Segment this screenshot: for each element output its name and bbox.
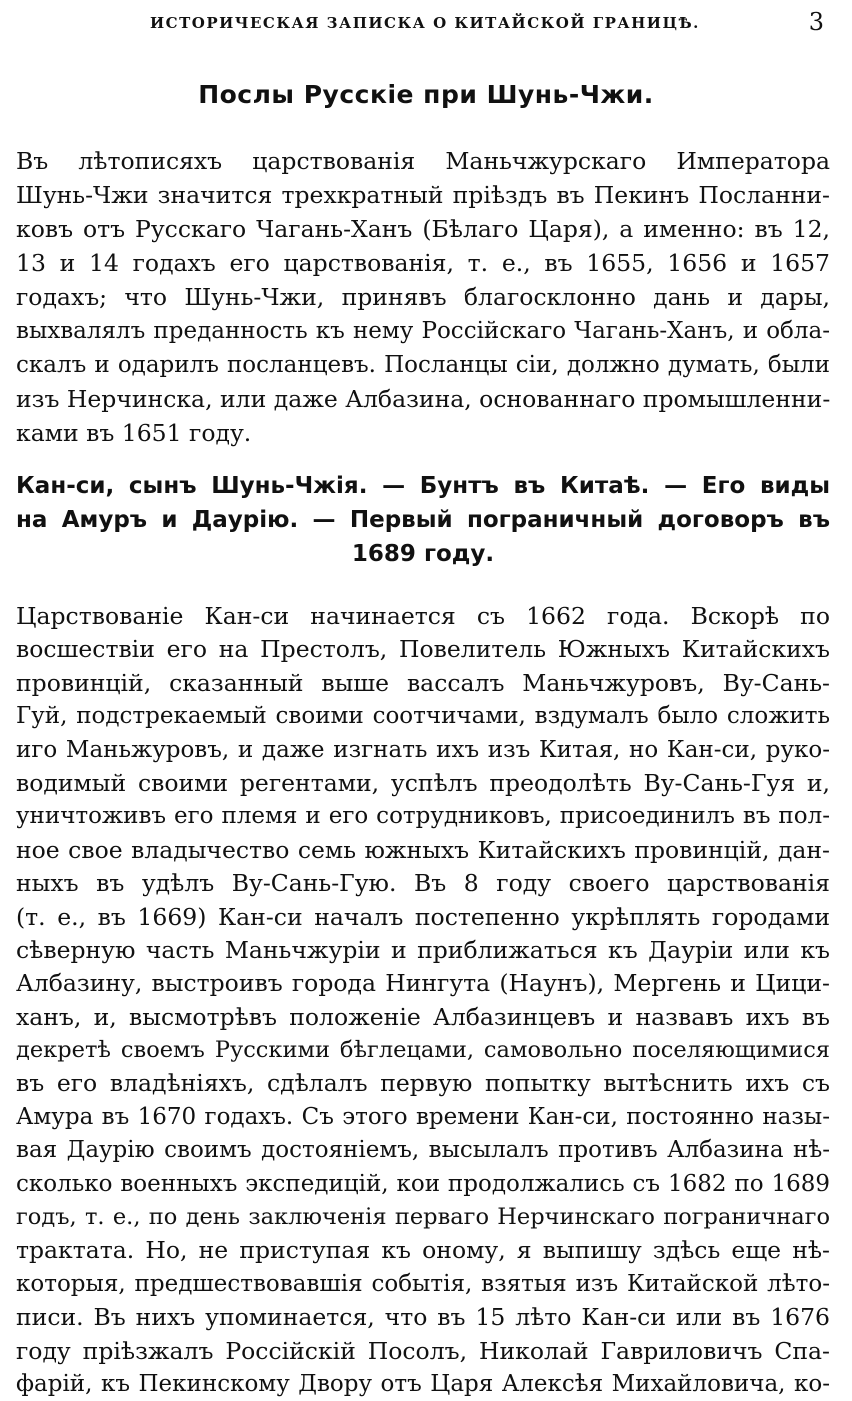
text-line: фарій, къ Пекинскому Двору отъ Царя Алексѣя Михайловича, ко- bbox=[16, 1370, 830, 1397]
text-line: году пріѣзжалъ Россійскій Посолъ, Николай Гавриловичъ Спа- bbox=[16, 1336, 830, 1365]
text-line: (т. е., въ 1669) Кан-си началъ постепенно укрѣплять городами bbox=[16, 902, 830, 931]
page-number: 3 bbox=[808, 8, 824, 36]
text-line: Царствованіе Кан-си начинается съ 1662 года. Вскорѣ по bbox=[16, 602, 830, 630]
text-line: которыя, предшествовавшія событія, взятыя изъ Китайской лѣто- bbox=[16, 1270, 830, 1297]
subheading-line: Кан-си, сынъ Шунь-Чжія. — Бунтъ въ Китаѣ. — Его виды bbox=[16, 473, 830, 499]
subheading bbox=[16, 469, 830, 571]
text-line: Гуй, подстрекаемый своими соотчичами, вздумалъ было сложить bbox=[16, 703, 830, 730]
text-line: 13 и 14 годахъ его царствованія, т. е., въ 1655, 1656 и 1657 bbox=[16, 249, 830, 277]
text-line: сѣверную часть Маньчжуріи и приближаться къ Дауріи или къ bbox=[16, 935, 830, 964]
text-line: восшествіи его на Престолъ, Повелитель Южныхъ Китайскихъ bbox=[16, 635, 830, 664]
text-line: Шунь-Чжи значится трехкратный пріѣздъ въ Пекинъ Посланни- bbox=[16, 181, 830, 209]
text-line: изъ Нерчинска, или даже Албазина, основаннаго промышленни- bbox=[16, 385, 831, 413]
text-line: иго Маньжуровъ, и даже изгнать ихъ изъ Китая, но Кан-си, руко- bbox=[16, 736, 830, 763]
text-line: выхвалялъ преданность къ нему Россійскаго Чагань-Ханъ, и обла- bbox=[16, 318, 830, 344]
running-header: ИСТОРИЧЕСКАЯ ЗАПИСКА О КИТАЙСКОЙ ГРАНИЦѢ. bbox=[150, 14, 700, 32]
text-line: годахъ; что Шунь-Чжи, принявъ благосклонно дань и дары, bbox=[16, 283, 830, 311]
text-line: ханъ, и, высмотрѣвъ положеніе Албазинцевъ и назвавъ ихъ въ bbox=[16, 1002, 830, 1031]
text-line: водимый своими регентами, успѣлъ преодолѣть Ву-Сань-Гуя и, bbox=[16, 768, 830, 797]
text-line: трактата. Но, не приступая къ оному, я выпишу здѣсь еще нѣ- bbox=[16, 1236, 830, 1265]
paragraph-2 bbox=[16, 600, 830, 1401]
text-line: Албазину, выстроивъ города Нингута (Наунъ), Мергень и Цици- bbox=[16, 969, 830, 998]
subheading-line: на Амуръ и Даурію. — Первый пограничный договоръ въ bbox=[16, 507, 830, 533]
text-line: писи. Въ нихъ упоминается, что въ 15 лѣто Кан-си или въ 1676 bbox=[16, 1303, 830, 1332]
text-line: сколько военныхъ экспедицій, кои продолжались съ 1682 по 1689 bbox=[16, 1170, 830, 1197]
text-line: скалъ и одарилъ посланцевъ. Посланцы сіи, должно думать, были bbox=[16, 352, 830, 378]
text-line: ныхъ въ удѣлъ Ву-Сань-Гую. Въ 8 году своего царствованія bbox=[16, 869, 830, 898]
text-line: декретѣ своемъ Русскими бѣглецами, самовольно поселяющимися bbox=[16, 1037, 830, 1064]
text-line: Амура въ 1670 годахъ. Съ этого времени Кан-си, постоянно назы- bbox=[16, 1103, 830, 1130]
text-line: вая Даурію своимъ достояніемъ, высылалъ противъ Албазина нѣ- bbox=[16, 1137, 830, 1164]
text-line: ковъ отъ Русскаго Чагань-Ханъ (Бѣлаго Царя), а именно: въ 12, bbox=[16, 215, 830, 243]
text-line: въ его владѣніяхъ, сдѣлалъ первую попытку вытѣснить ихъ съ bbox=[16, 1069, 830, 1098]
text-line: ное свое владычество семь южныхъ Китайскихъ провинцій, дан- bbox=[16, 835, 830, 864]
text-line: ками въ 1651 году. bbox=[16, 419, 252, 447]
subheading-line: 1689 году. bbox=[351, 541, 495, 567]
text-line: годъ, т. е., по день заключенія перваго Нерчинскаго пограничнаго bbox=[16, 1204, 830, 1231]
text-line: Въ лѣтописяхъ царствованія Маньчжурскаго Императора bbox=[16, 147, 830, 175]
section-title: Послы Русскіе при Шунь-Чжи. bbox=[198, 80, 654, 109]
paragraph-1 bbox=[16, 144, 830, 450]
text-line: провинцій, сказанный выше вассалъ Маньчжуровъ, Ву-Сань- bbox=[16, 668, 830, 697]
text-line: уничтоживъ его племя и его сотрудниковъ, присоединилъ въ пол- bbox=[16, 803, 830, 830]
